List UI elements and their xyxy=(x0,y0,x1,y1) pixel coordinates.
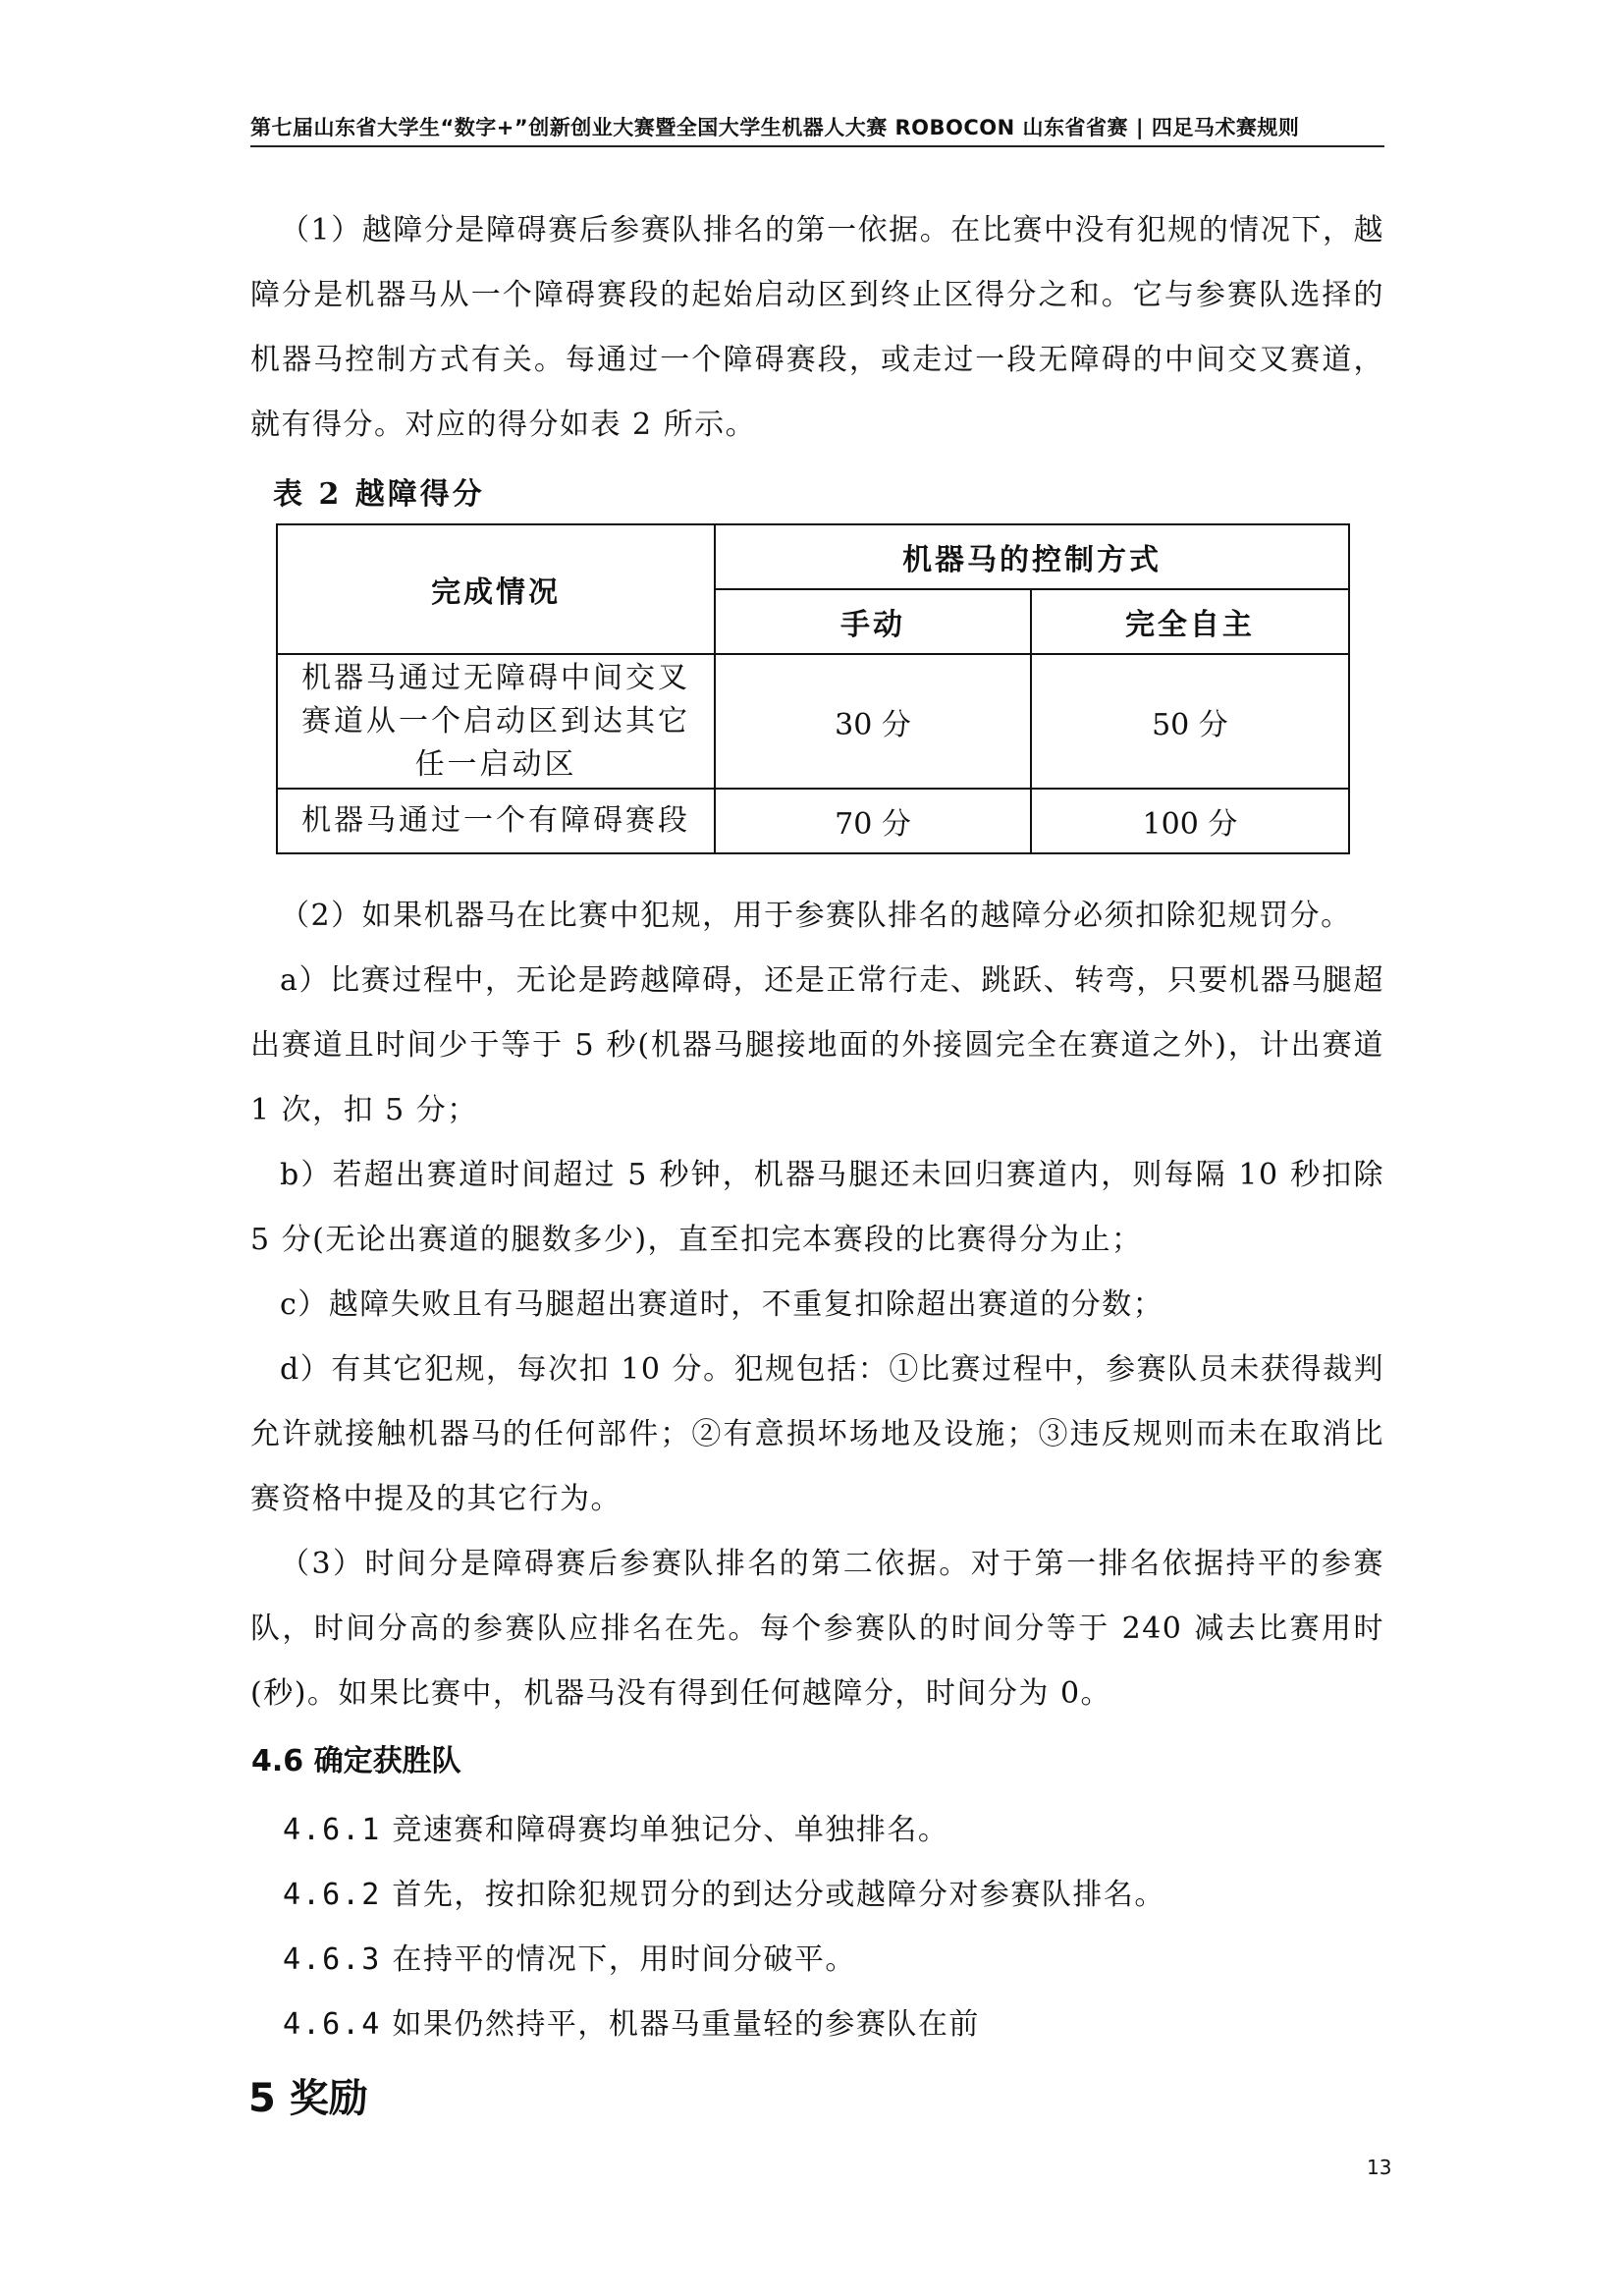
row-manual-score: 70 分 xyxy=(715,789,1031,853)
row-manual-score: 30 分 xyxy=(715,654,1031,789)
paragraph-rule-a: a）比赛过程中，无论是跨越障碍，还是正常行走、跳跃、转弯，只要机器马腿超出赛道且时间少于等于 5 秒(机器马腿接地面的外接圆完全在赛道之外)，计出赛道 1 次，扣 5 分； xyxy=(250,963,1384,1127)
page-number: 13 xyxy=(1367,2156,1392,2179)
obstacle-score-table xyxy=(276,523,1350,854)
item-number: 4.6.1 xyxy=(283,1813,382,1847)
chapter-title: 5 奖励 xyxy=(248,2076,368,2121)
header-manual: 手动 xyxy=(715,589,1031,654)
item-number: 4.6.2 xyxy=(283,1878,382,1912)
running-header: 第七届山东省大学生“数字+”创新创业大赛暨全国大学生机器人大赛 ROBOCON 山东省省赛 | 四足马术赛规则 xyxy=(250,116,1300,139)
header-rule xyxy=(250,145,1384,147)
table-row xyxy=(277,654,1349,789)
list-item xyxy=(283,1999,980,2043)
table-row xyxy=(277,789,1349,853)
list-item xyxy=(283,1935,856,1978)
list-item xyxy=(283,1805,948,1848)
item-text: 竞速赛和障碍赛均单独记分、单独排名。 xyxy=(392,1813,949,1847)
paragraph-foul-deduction: （2）如果机器马在比赛中犯规，用于参赛队排名的越障分必须扣除犯规罚分。 xyxy=(280,899,1352,933)
section-title: 4.6 确定获胜队 xyxy=(251,1744,461,1778)
header-control-mode: 机器马的控制方式 xyxy=(715,524,1349,589)
item-number: 4.6.4 xyxy=(283,2007,382,2042)
paragraph-rule-b: b）若超出赛道时间超过 5 秒钟，机器马腿还未回归赛道内，则每隔 10 秒扣除 5 分(无论出赛道的腿数多少)，直至扣完本赛段的比赛得分为止； xyxy=(250,1158,1384,1257)
header-completion: 完成情况 xyxy=(277,524,715,654)
row-label: 机器马通过一个有障碍赛段 xyxy=(277,789,715,853)
paragraph-rule-c: c）越障失败且有马腿超出赛道时，不重复扣除超出赛道的分数； xyxy=(280,1287,1164,1322)
row-auto-score: 100 分 xyxy=(1031,789,1349,853)
paragraph-time-score: （3）时间分是障碍赛后参赛队排名的第二依据。对于第一排名依据持平的参赛队，时间分高的参赛队应排名在先。每个参赛队的时间分等于 240 减去比赛用时(秒)。如果比赛中，机器马没有得到任何越障分，时间分为 0。 xyxy=(250,1547,1384,1711)
row-label: 机器马通过无障碍中间交叉赛道从一个启动区到达其它任一启动区 xyxy=(277,654,715,789)
header-autonomous: 完全自主 xyxy=(1031,589,1349,654)
item-text: 在持平的情况下，用时间分破平。 xyxy=(392,1942,856,1977)
list-item xyxy=(283,1870,1165,1913)
item-text: 首先，按扣除犯规罚分的到达分或越障分对参赛队排名。 xyxy=(392,1878,1165,1912)
paragraph-obstacle-score: （1）越障分是障碍赛后参赛队排名的第一依据。在比赛中没有犯规的情况下，越障分是机器马从一个障碍赛段的起始启动区到终止区得分之和。它与参赛队选择的机器马控制方式有关。每通过一个障碍赛段，或走过一段无障碍的中间交叉赛道，就有得分。对应的得分如表 2 所示。 xyxy=(250,213,1384,442)
row-auto-score: 50 分 xyxy=(1031,654,1349,789)
table-caption: 表 2 越障得分 xyxy=(273,477,485,512)
item-text: 如果仍然持平，机器马重量轻的参赛队在前 xyxy=(392,2007,980,2042)
paragraph-rule-d: d）有其它犯规，每次扣 10 分。犯规包括：①比赛过程中，参赛队员未获得裁判允许就接触机器马的任何部件；②有意损坏场地及设施；③违反规则而未在取消比赛资格中提及的其它行为。 xyxy=(250,1352,1384,1516)
item-number: 4.6.3 xyxy=(283,1942,382,1977)
